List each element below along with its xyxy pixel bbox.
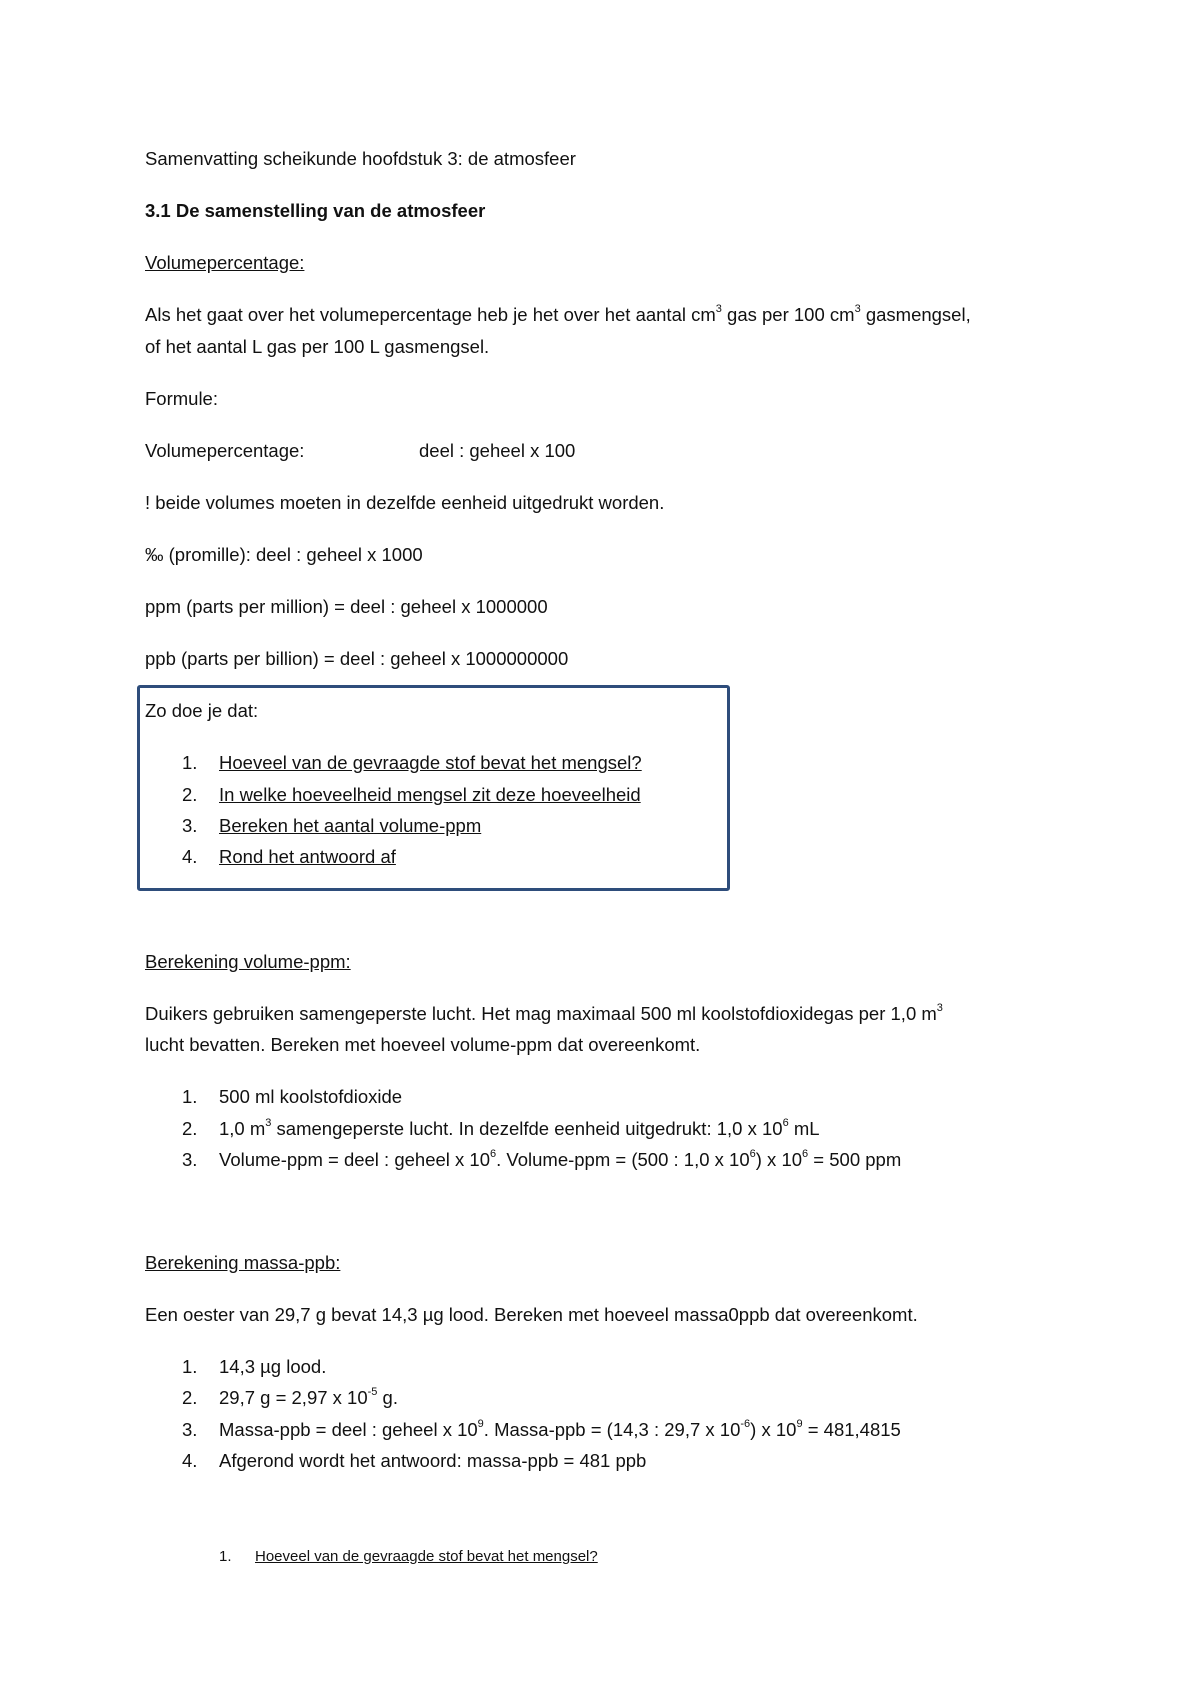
ppm-calc-heading: Berekening volume-ppm: (145, 951, 351, 972)
step-number: 1. (182, 1086, 198, 1107)
volume-intro-line2: of het aantal L gas per 100 L gasmengsel. (145, 336, 490, 357)
step-part: 1,0 m (219, 1118, 266, 1139)
item-number: 3. (182, 815, 198, 836)
step-part: ) x 10 (750, 1419, 797, 1440)
intro-text-a: Als het gaat over het volumepercentage heb je het over het aantal cm (145, 304, 716, 325)
step-part: samengeperste lucht. In dezelfde eenheid uitgedrukt: 1,0 x 10 (271, 1118, 783, 1139)
problem-sup: 3 (936, 1001, 943, 1014)
item-text: Bereken het aantal volume-ppm (219, 815, 482, 836)
step-part: = 481,4815 (802, 1419, 901, 1440)
step-part: ) x 10 (755, 1149, 803, 1170)
item-text: Hoeveel van de gevraagde stof bevat het mengsel? (219, 752, 642, 773)
step-part: 29,7 g = 2,97 x 10 (219, 1387, 368, 1408)
step-text (219, 1418, 901, 1442)
step-part: = 500 ppm (808, 1149, 902, 1170)
ppb-formula: ppb (parts per billion) = deel : geheel x 1000000000 (145, 648, 569, 669)
ppm-calc-problem-line2: lucht bevatten. Bereken met hoeveel volume-ppm dat overeenkomt. (145, 1034, 701, 1055)
formula-expression: deel : geheel x 100 (419, 440, 576, 461)
step-part: g. (377, 1387, 398, 1408)
promille-formula: ‰ (promille): deel : geheel x 1000 (145, 544, 423, 565)
ppm-calc-problem-line1 (145, 1002, 943, 1026)
item-text: In welke hoeveelheid mengsel zit deze hoeveelheid (219, 784, 641, 805)
item-number: 1. (182, 752, 198, 773)
step-sup: 6 (782, 1116, 789, 1129)
step-text (219, 1386, 398, 1410)
step-part: Massa-ppb = deel : geheel x 10 (219, 1419, 478, 1440)
volume-intro-line1 (145, 303, 971, 327)
steps-box-title: Zo doe je dat: (145, 700, 259, 721)
unit-note: ! beide volumes moeten in dezelfde eenheid uitgedrukt worden. (145, 492, 665, 513)
intro-text-c: gasmengsel, (860, 304, 971, 325)
volume-heading: Volumepercentage: (145, 252, 305, 273)
ppb-calc-heading: Berekening massa-ppb: (145, 1252, 341, 1273)
step-part: Volume-ppm = deel : geheel x 10 (219, 1149, 490, 1170)
step-number: 3. (182, 1149, 198, 1170)
step-number: 2. (182, 1387, 198, 1408)
step-text: 500 ml koolstofdioxide (219, 1086, 403, 1107)
item-text: Hoeveel van de gevraagde stof bevat het mengsel? (255, 1548, 598, 1565)
intro-text-b: gas per 100 cm (721, 304, 855, 325)
step-number: 2. (182, 1118, 198, 1139)
step-sup: 9 (796, 1417, 803, 1430)
document-title: Samenvatting scheikunde hoofdstuk 3: de atmosfeer (145, 148, 576, 169)
step-text: Afgerond wordt het antwoord: massa-ppb = 481 ppb (219, 1450, 647, 1471)
section-heading: 3.1 De samenstelling van de atmosfeer (145, 200, 486, 221)
step-number: 4. (182, 1450, 198, 1471)
intro-sup-1: 3 (715, 302, 722, 315)
ppb-calc-problem: Een oester van 29,7 g bevat 14,3 µg lood. Bereken met hoeveel massa0ppb dat overeenkomt. (145, 1304, 918, 1325)
step-sup: -5 (367, 1385, 378, 1398)
item-text: Rond het antwoord af (219, 846, 396, 867)
formule-label: Formule: (145, 388, 218, 409)
item-number: 4. (182, 846, 198, 867)
ppm-formula: ppm (parts per million) = deel : geheel x 1000000 (145, 596, 548, 617)
step-sup: -6 (740, 1417, 751, 1430)
step-number: 1. (182, 1356, 198, 1377)
step-part: mL (788, 1118, 820, 1139)
step-text (219, 1117, 820, 1141)
item-number: 1. (219, 1548, 232, 1565)
step-part: . Volume-ppm = (500 : 1,0 x 10 (496, 1149, 750, 1170)
formula-name: Volumepercentage: (145, 440, 305, 461)
step-sup: 6 (749, 1147, 756, 1160)
step-sup: 9 (477, 1417, 484, 1430)
step-part: . Massa-ppb = (14,3 : 29,7 x 10 (483, 1419, 741, 1440)
item-number: 2. (182, 784, 198, 805)
step-text (219, 1148, 901, 1172)
step-number: 3. (182, 1419, 198, 1440)
step-text: 14,3 µg lood. (219, 1356, 327, 1377)
intro-sup-2: 3 (854, 302, 861, 315)
problem-text: Duikers gebruiken samengeperste lucht. Het mag maximaal 500 ml koolstofdioxidegas per 1,0 m (145, 1003, 937, 1024)
step-sup: 6 (802, 1147, 809, 1160)
step-sup: 6 (490, 1147, 497, 1160)
step-sup: 3 (265, 1116, 272, 1129)
